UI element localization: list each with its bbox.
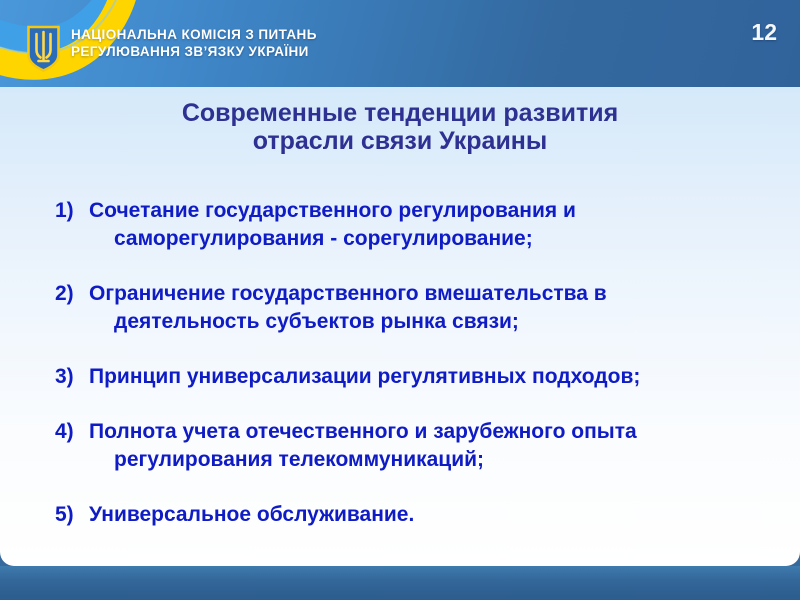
list-item-number: 4) bbox=[55, 420, 74, 443]
slide-page-number: 12 bbox=[751, 19, 777, 45]
org-name bbox=[71, 26, 317, 60]
slide-title-line1: Современные тенденции развития bbox=[181, 99, 619, 127]
list-item bbox=[55, 501, 755, 529]
numbered-list bbox=[55, 197, 755, 556]
list-item bbox=[55, 280, 755, 336]
list-item-number: 5) bbox=[55, 503, 74, 526]
slide-title-line2: отрасли связи Украины bbox=[252, 127, 548, 155]
list-item-text: Универсальное обслуживание. bbox=[89, 503, 415, 526]
slide-footer bbox=[0, 566, 800, 600]
list-item-text: Принцип универсализации регулятивных подходов; bbox=[89, 365, 641, 388]
trident-emblem-icon bbox=[26, 25, 61, 73]
list-item bbox=[55, 363, 755, 391]
slide-header bbox=[0, 0, 800, 87]
slide-title bbox=[0, 99, 800, 155]
list-item-number: 1) bbox=[55, 199, 74, 222]
list-item bbox=[55, 418, 755, 474]
list-item-text: Сочетание государственного регулирования и саморегулирования - сорегулирование; bbox=[89, 199, 576, 250]
list-item bbox=[55, 197, 755, 253]
list-item-number: 3) bbox=[55, 365, 74, 388]
list-item-text: Ограничение государственного вмешательства в деятельность субъектов рынка связи; bbox=[89, 282, 607, 333]
list-item-text: Полнота учета отечественного и зарубежного опыта регулирования телекоммуникаций; bbox=[89, 420, 637, 471]
list-item-number: 2) bbox=[55, 282, 74, 305]
slide-body bbox=[0, 87, 800, 566]
org-name-line1: НАЦІОНАЛЬНА КОМІСІЯ З ПИТАНЬ bbox=[71, 27, 317, 42]
org-name-line2: РЕГУЛЮВАННЯ ЗВ’ЯЗКУ УКРАЇНИ bbox=[71, 44, 309, 59]
